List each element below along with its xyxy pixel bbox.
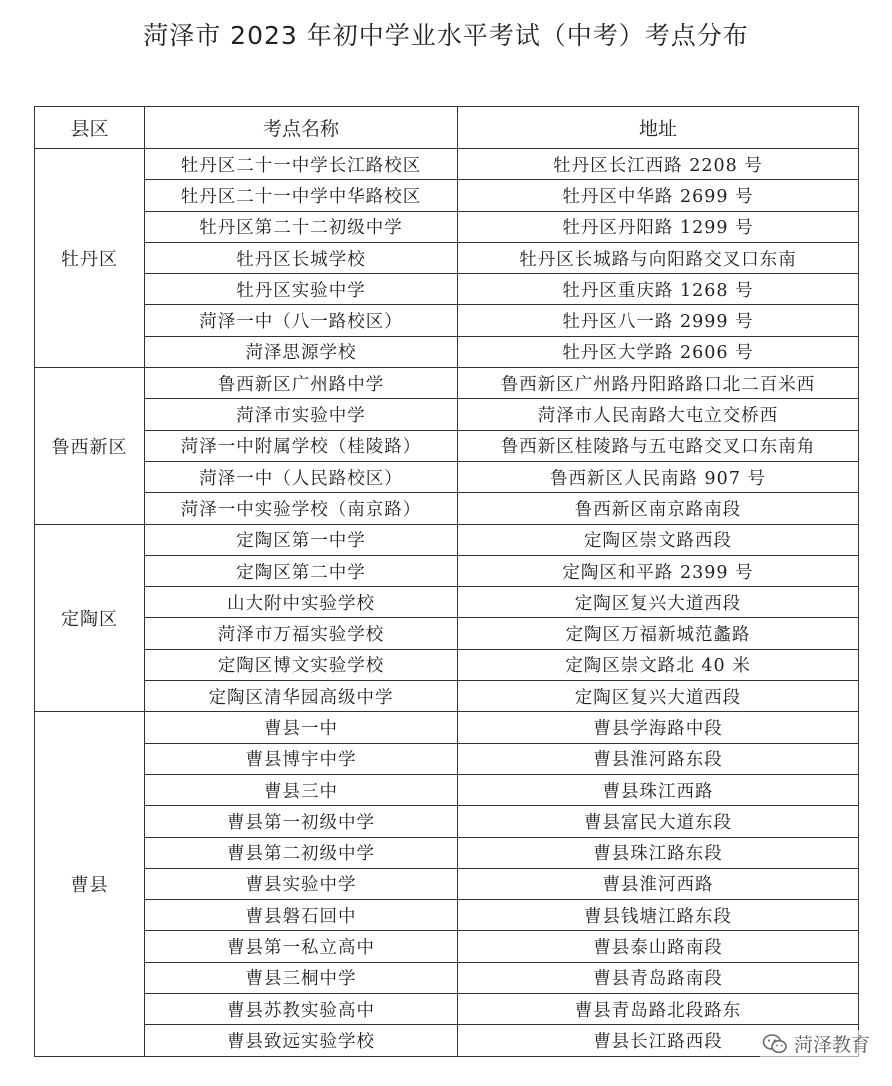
- district-cell: 牡丹区: [35, 149, 145, 368]
- table-row: [35, 806, 859, 837]
- table-row: [35, 493, 859, 524]
- school-cell: 曹县三中: [145, 774, 458, 805]
- table-header-row: [35, 107, 859, 149]
- wechat-icon: [762, 1033, 788, 1055]
- address-cell: 牡丹区丹阳路 1299 号: [458, 211, 859, 242]
- table-row: [35, 931, 859, 962]
- school-cell: 菏泽思源学校: [145, 336, 458, 367]
- school-cell: 曹县第一初级中学: [145, 806, 458, 837]
- header-school: 考点名称: [145, 107, 458, 149]
- address-cell: 牡丹区八一路 2999 号: [458, 305, 859, 336]
- table-row: [35, 994, 859, 1025]
- table-row: [35, 618, 859, 649]
- table-row: [35, 368, 859, 399]
- school-cell: 曹县一中: [145, 712, 458, 743]
- table-row: [35, 743, 859, 774]
- school-cell: 牡丹区长城学校: [145, 242, 458, 273]
- header-district: 县区: [35, 107, 145, 149]
- address-cell: 定陶区复兴大道西段: [458, 587, 859, 618]
- address-cell: 曹县长江路西段: [458, 1025, 859, 1056]
- watermark: [760, 1030, 872, 1057]
- address-cell: 曹县青岛路北段路东: [458, 994, 859, 1025]
- school-cell: 菏泽一中附属学校（桂陵路）: [145, 430, 458, 461]
- address-cell: 曹县钱塘江路东段: [458, 900, 859, 931]
- school-cell: 菏泽一中（人民路校区）: [145, 461, 458, 492]
- school-cell: 曹县第二初级中学: [145, 837, 458, 868]
- table-row: [35, 336, 859, 367]
- exam-sites-table: [34, 106, 859, 1057]
- school-cell: 曹县实验中学: [145, 868, 458, 899]
- table-row: [35, 430, 859, 461]
- page-title: 菏泽市 2023 年初中学业水平考试（中考）考点分布: [143, 21, 749, 50]
- table-row: [35, 681, 859, 712]
- table-row: [35, 274, 859, 305]
- address-cell: 曹县学海路中段: [458, 712, 859, 743]
- address-cell: 曹县泰山路南段: [458, 931, 859, 962]
- table-row: [35, 305, 859, 336]
- address-cell: 定陶区和平路 2399 号: [458, 555, 859, 586]
- school-cell: 定陶区清华园高级中学: [145, 681, 458, 712]
- address-cell: 曹县淮河路东段: [458, 743, 859, 774]
- address-cell: 曹县珠江西路: [458, 774, 859, 805]
- school-cell: 曹县磐石回中: [145, 900, 458, 931]
- address-cell: 鲁西新区南京路南段: [458, 493, 859, 524]
- table-row: [35, 962, 859, 993]
- address-cell: 曹县淮河西路: [458, 868, 859, 899]
- table-row: [35, 149, 859, 180]
- school-cell: 定陶区博文实验学校: [145, 649, 458, 680]
- address-cell: 牡丹区长城路与向阳路交叉口东南: [458, 242, 859, 273]
- address-cell: 菏泽市人民南路大屯立交桥西: [458, 399, 859, 430]
- district-cell: 鲁西新区: [35, 368, 145, 524]
- address-cell: 鲁西新区人民南路 907 号: [458, 461, 859, 492]
- table-row: [35, 524, 859, 555]
- table-row: [35, 461, 859, 492]
- school-cell: 菏泽市实验中学: [145, 399, 458, 430]
- table-row: [35, 180, 859, 211]
- address-cell: 曹县青岛路南段: [458, 962, 859, 993]
- watermark-text: 菏泽教育: [793, 1034, 870, 1056]
- school-cell: 菏泽一中实验学校（南京路）: [145, 493, 458, 524]
- school-cell: 牡丹区第二十二初级中学: [145, 211, 458, 242]
- address-cell: 定陶区崇文路北 40 米: [458, 649, 859, 680]
- school-cell: 曹县三桐中学: [145, 962, 458, 993]
- table-row: [35, 1025, 859, 1056]
- school-cell: 曹县博宇中学: [145, 743, 458, 774]
- school-cell: 鲁西新区广州路中学: [145, 368, 458, 399]
- table-row: [35, 399, 859, 430]
- school-cell: 山大附中实验学校: [145, 587, 458, 618]
- address-cell: 牡丹区中华路 2699 号: [458, 180, 859, 211]
- school-cell: 定陶区第二中学: [145, 555, 458, 586]
- table-row: [35, 211, 859, 242]
- address-cell: 定陶区崇文路西段: [458, 524, 859, 555]
- school-cell: 定陶区第一中学: [145, 524, 458, 555]
- address-cell: 曹县富民大道东段: [458, 806, 859, 837]
- table-row: [35, 555, 859, 586]
- table-row: [35, 712, 859, 743]
- school-cell: 曹县第一私立高中: [145, 931, 458, 962]
- school-cell: 牡丹区二十一中学长江路校区: [145, 149, 458, 180]
- school-cell: 菏泽市万福实验学校: [145, 618, 458, 649]
- school-cell: 曹县苏教实验高中: [145, 994, 458, 1025]
- table-row: [35, 868, 859, 899]
- address-cell: 定陶区万福新城范蠡路: [458, 618, 859, 649]
- district-cell: 定陶区: [35, 524, 145, 712]
- table-row: [35, 649, 859, 680]
- school-cell: 牡丹区实验中学: [145, 274, 458, 305]
- address-cell: 牡丹区大学路 2606 号: [458, 336, 859, 367]
- address-cell: 鲁西新区广州路丹阳路路口北二百米西: [458, 368, 859, 399]
- address-cell: 牡丹区重庆路 1268 号: [458, 274, 859, 305]
- table-row: [35, 900, 859, 931]
- table-row: [35, 587, 859, 618]
- address-cell: 定陶区复兴大道西段: [458, 681, 859, 712]
- school-cell: 菏泽一中（八一路校区）: [145, 305, 458, 336]
- school-cell: 曹县致远实验学校: [145, 1025, 458, 1056]
- table-row: [35, 837, 859, 868]
- table-row: [35, 242, 859, 273]
- district-cell: 曹县: [35, 712, 145, 1056]
- address-cell: 曹县珠江路东段: [458, 837, 859, 868]
- table-row: [35, 774, 859, 805]
- address-cell: 牡丹区长江西路 2208 号: [458, 149, 859, 180]
- table-body: [35, 149, 859, 1057]
- header-address: 地址: [458, 107, 859, 149]
- address-cell: 鲁西新区桂陵路与五屯路交叉口东南角: [458, 430, 859, 461]
- school-cell: 牡丹区二十一中学中华路校区: [145, 180, 458, 211]
